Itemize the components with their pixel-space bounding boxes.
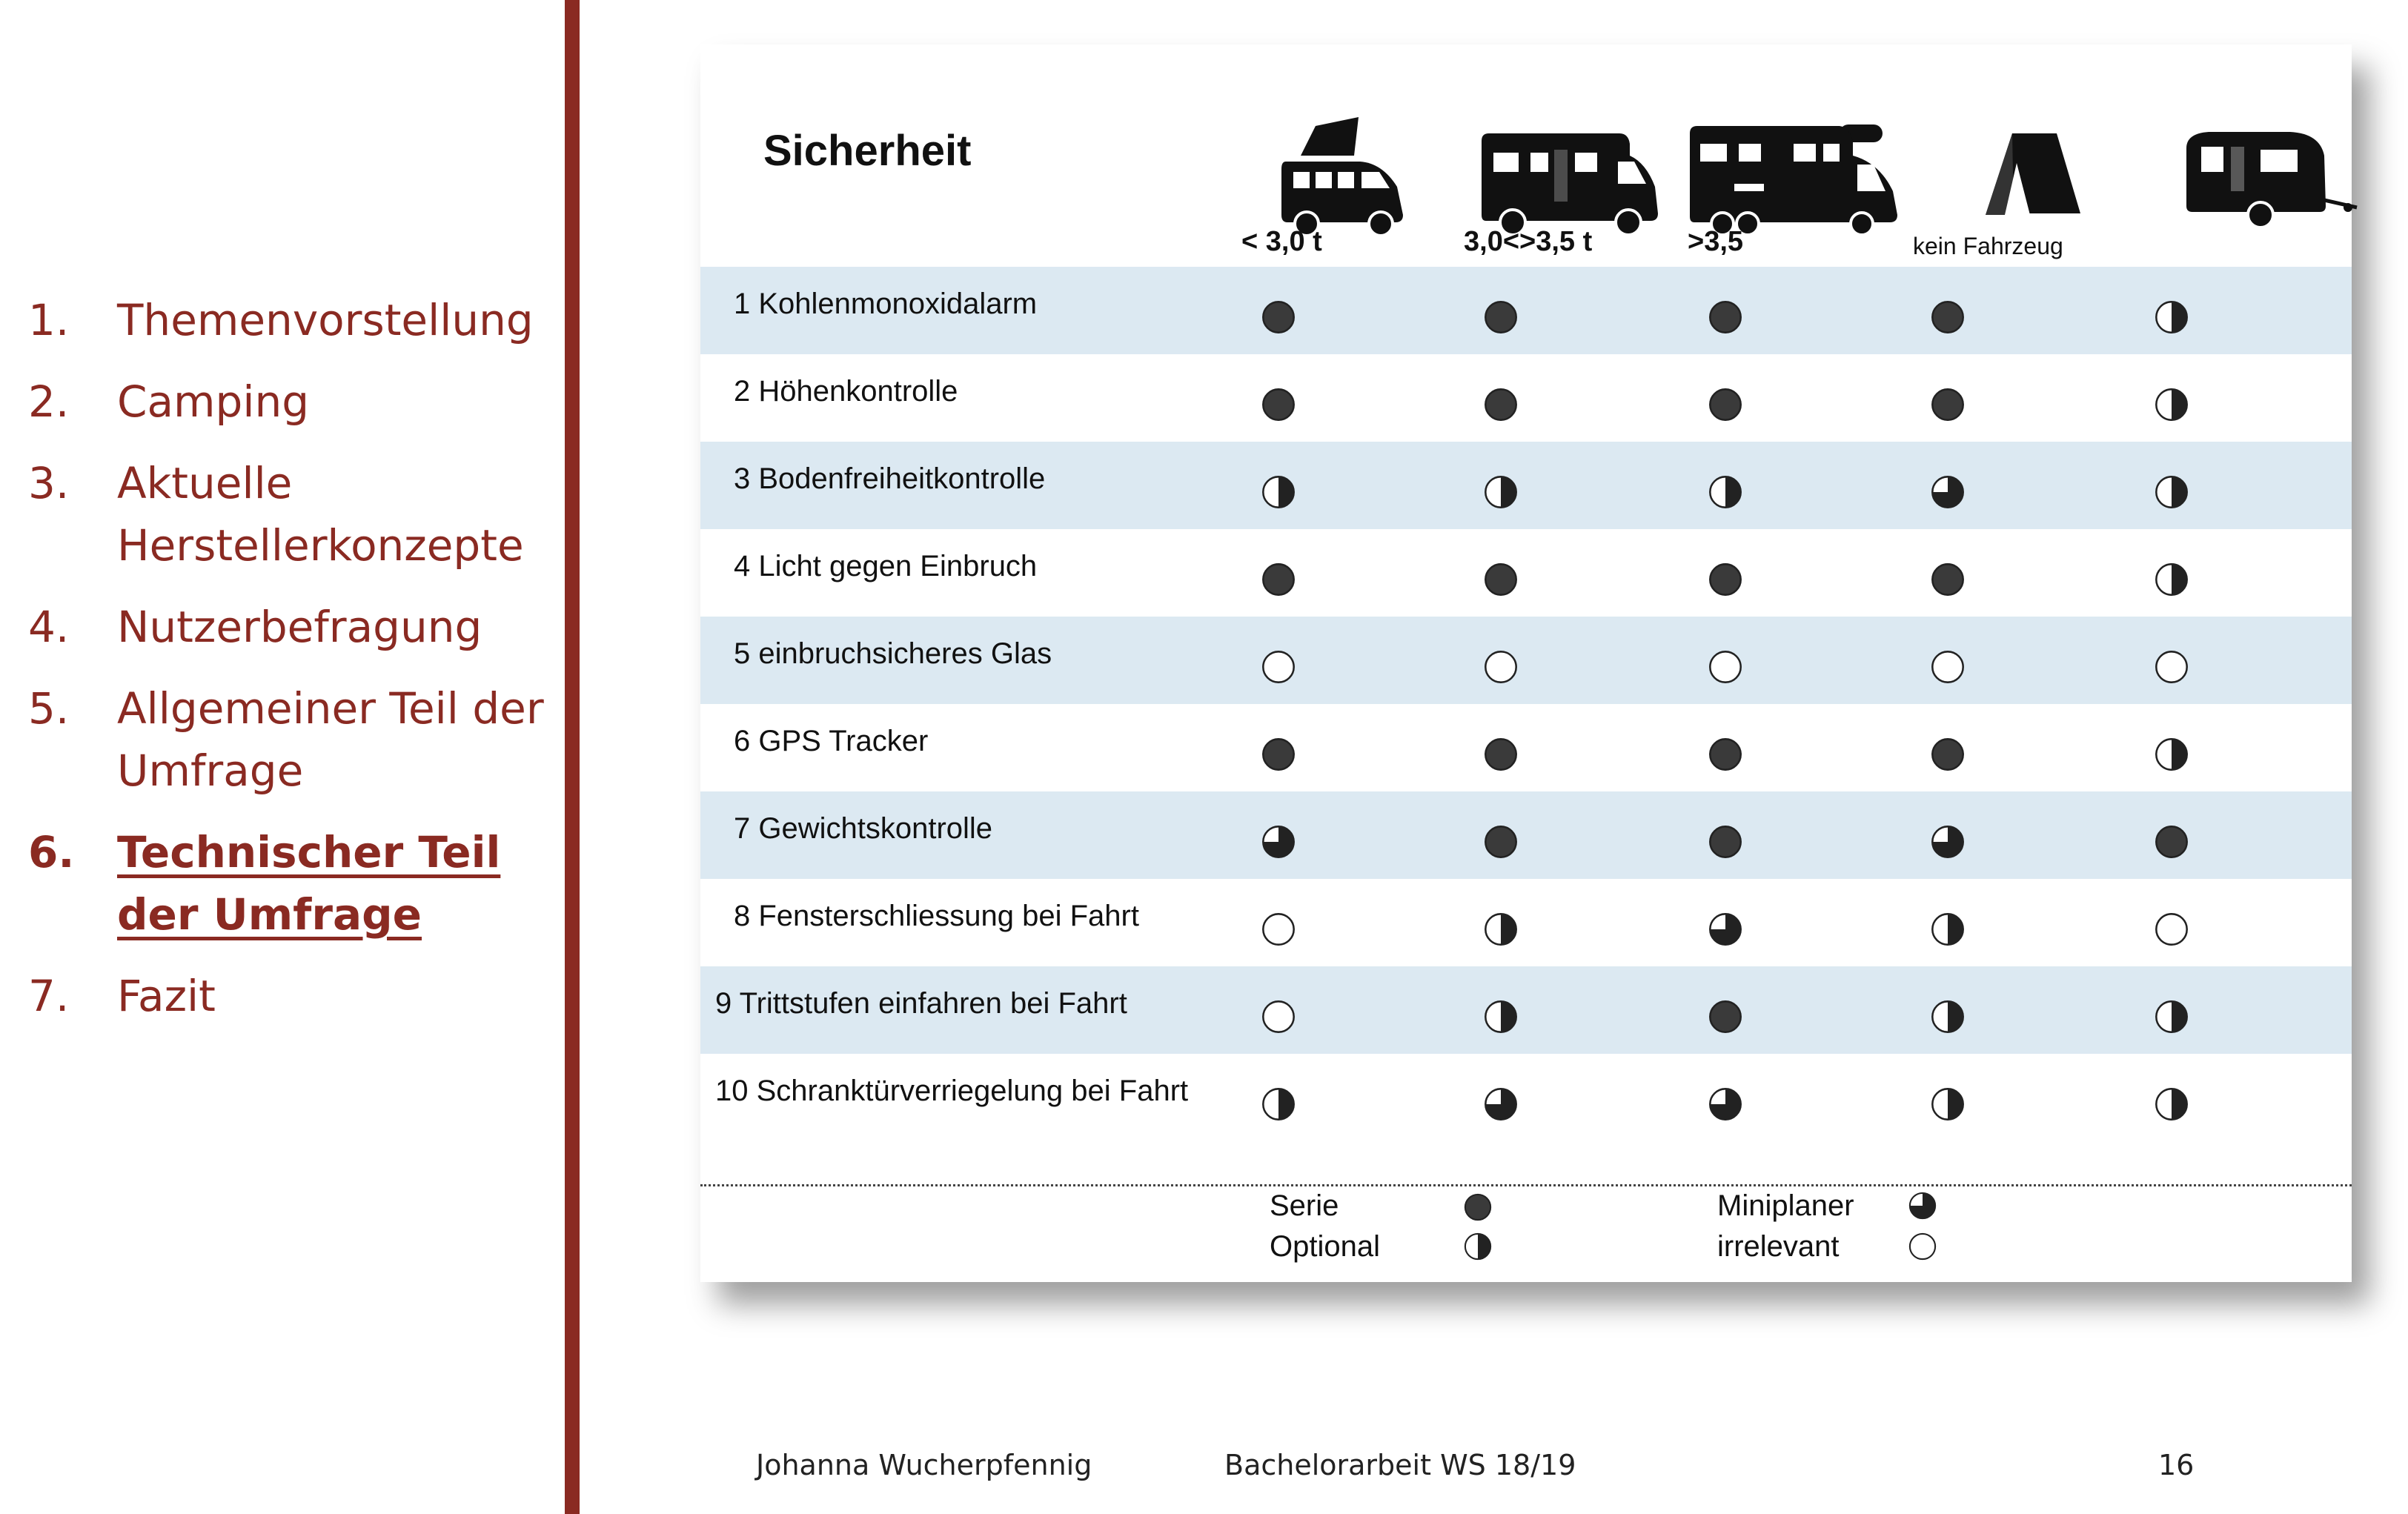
agenda-item-text: Allgemeiner Teil der Umfrage — [117, 683, 544, 796]
optional-rating-icon — [2155, 562, 2189, 597]
row-label: 10 Schranktürverriegelung bei Fahrt — [715, 1075, 1189, 1107]
optional-rating-icon — [1708, 475, 1742, 509]
table-row — [700, 1054, 2352, 1141]
legend-optional-icon — [1464, 1232, 1492, 1261]
optional-rating-icon — [2155, 388, 2189, 422]
table-row — [700, 617, 2352, 704]
agenda-item-number: 6. — [28, 827, 75, 877]
serie-rating-icon — [1261, 737, 1296, 771]
table-row — [700, 704, 2352, 791]
vehicle-label: >3,5 — [1688, 226, 1744, 257]
row-label: 9 Trittstufen einfahren bei Fahrt — [715, 987, 1127, 1020]
serie-rating-icon — [1484, 388, 1518, 422]
serie-rating-icon — [1708, 825, 1742, 859]
row-label: 8 Fensterschliessung bei Fahrt — [734, 900, 1139, 932]
optional-rating-icon — [1931, 1087, 1965, 1121]
footer-thesis: Bachelorarbeit WS 18/19 — [1224, 1449, 1576, 1481]
irrelevant-rating-icon — [1708, 650, 1742, 684]
serie-rating-icon — [1261, 388, 1296, 422]
tent-icon — [1975, 104, 2086, 252]
row-label: 4 Licht gegen Einbruch — [734, 550, 1038, 582]
legend-label-optional: Optional — [1270, 1230, 1380, 1263]
table-row — [700, 442, 2352, 529]
serie-rating-icon — [1484, 825, 1518, 859]
irrelevant-rating-icon — [1484, 650, 1518, 684]
miniplaner-rating-icon — [1931, 825, 1965, 859]
agenda-item-text: Fazit — [117, 971, 216, 1021]
optional-rating-icon — [2155, 1087, 2189, 1121]
agenda-item-number: 2. — [28, 376, 70, 427]
serie-rating-icon — [1708, 388, 1742, 422]
legend-serie-icon — [1464, 1193, 1492, 1221]
footer-author: Johanna Wucherpfennig — [756, 1449, 1092, 1481]
page-number: 16 — [2158, 1449, 2195, 1481]
agenda-item-number: 4. — [28, 602, 70, 652]
row-label: 5 einbruchsicheres Glas — [734, 637, 1052, 670]
agenda-item-number: 3. — [28, 458, 70, 508]
caravan-trailer-icon — [2179, 104, 2364, 252]
agenda-item-number: 7. — [28, 971, 70, 1021]
agenda-item-text: Themenvorstellung — [117, 295, 534, 345]
miniplaner-rating-icon — [1708, 1087, 1742, 1121]
row-label: 6 GPS Tracker — [734, 725, 929, 757]
serie-rating-icon — [1484, 300, 1518, 334]
optional-rating-icon — [1931, 1000, 1965, 1034]
agenda-list — [28, 289, 547, 1046]
row-label: 1 Kohlenmonoxidalarm — [734, 288, 1038, 320]
agenda-item-text: Technischer Teil der Umfrage — [117, 827, 501, 940]
agenda-item — [28, 965, 547, 1027]
table-row — [700, 879, 2352, 966]
optional-rating-icon — [2155, 300, 2189, 334]
optional-rating-icon — [2155, 475, 2189, 509]
table-row — [700, 966, 2352, 1054]
serie-rating-icon — [1484, 737, 1518, 771]
vehicle-label: kein Fahrzeug — [1913, 233, 2063, 259]
optional-rating-icon — [1484, 1000, 1518, 1034]
legend-irrelevant-icon — [1908, 1232, 1937, 1261]
legend-miniplaner-icon — [1908, 1192, 1937, 1220]
legend-label-serie: Serie — [1270, 1189, 1339, 1222]
agenda-item-number: 1. — [28, 295, 70, 345]
agenda-item — [28, 596, 547, 658]
miniplaner-rating-icon — [1261, 825, 1296, 859]
serie-rating-icon — [1261, 562, 1296, 597]
miniplaner-rating-icon — [1931, 475, 1965, 509]
sidebar-divider — [565, 0, 580, 1514]
table-row — [700, 791, 2352, 879]
irrelevant-rating-icon — [2155, 650, 2189, 684]
miniplaner-rating-icon — [1484, 1087, 1518, 1121]
serie-rating-icon — [1708, 300, 1742, 334]
agenda-item — [28, 371, 547, 433]
optional-rating-icon — [1261, 475, 1296, 509]
irrelevant-rating-icon — [1261, 1000, 1296, 1034]
row-label: 2 Höhenkontrolle — [734, 375, 958, 408]
serie-rating-icon — [1708, 562, 1742, 597]
table-row — [700, 529, 2352, 617]
row-label: 7 Gewichtskontrolle — [734, 812, 993, 845]
agenda-item — [28, 452, 547, 577]
comparison-table — [700, 44, 2352, 1282]
serie-rating-icon — [1931, 300, 1965, 334]
optional-rating-icon — [2155, 1000, 2189, 1034]
agenda-item-number: 5. — [28, 683, 70, 734]
serie-rating-icon — [1708, 1000, 1742, 1034]
optional-rating-icon — [1261, 1087, 1296, 1121]
serie-rating-icon — [1261, 300, 1296, 334]
optional-rating-icon — [1931, 912, 1965, 946]
serie-rating-icon — [2155, 825, 2189, 859]
agenda-item-text: Nutzerbefragung — [117, 602, 482, 652]
agenda-item-text: Aktuelle Herstellerkonzepte — [117, 458, 524, 571]
serie-rating-icon — [1931, 388, 1965, 422]
irrelevant-rating-icon — [1261, 912, 1296, 946]
optional-rating-icon — [1484, 475, 1518, 509]
serie-rating-icon — [1708, 737, 1742, 771]
irrelevant-rating-icon — [2155, 912, 2189, 946]
irrelevant-rating-icon — [1931, 650, 1965, 684]
table-row — [700, 354, 2352, 442]
table-row — [700, 267, 2352, 354]
serie-rating-icon — [1484, 562, 1518, 597]
legend-label-miniplaner: Miniplaner — [1717, 1189, 1854, 1222]
miniplaner-rating-icon — [1708, 912, 1742, 946]
table-title: Sicherheit — [763, 127, 972, 175]
irrelevant-rating-icon — [1261, 650, 1296, 684]
agenda-item — [28, 677, 547, 802]
optional-rating-icon — [2155, 737, 2189, 771]
serie-rating-icon — [1931, 562, 1965, 597]
serie-rating-icon — [1931, 737, 1965, 771]
legend-divider — [700, 1184, 2352, 1186]
row-label: 3 Bodenfreiheitkontrolle — [734, 462, 1046, 495]
agenda-item — [28, 821, 547, 946]
optional-rating-icon — [1484, 912, 1518, 946]
vehicle-label: < 3,0 t — [1241, 226, 1322, 257]
agenda-item-text: Camping — [117, 376, 310, 427]
vehicle-label: 3,0<>3,5 t — [1464, 226, 1593, 257]
agenda-item — [28, 289, 547, 351]
legend-label-irrelevant: irrelevant — [1717, 1230, 1840, 1263]
